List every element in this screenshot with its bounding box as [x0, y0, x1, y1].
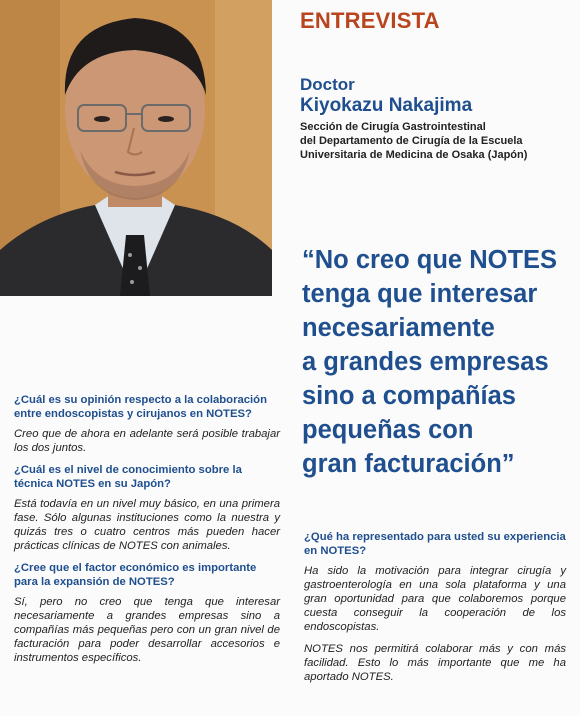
interview-answer: Ha sido la motivación para integrar cirugía y gastroenterología en una sola plataforma y una gran oportunidad para que colaboremos porque cuesta conseguir la cooperación de los endoscopistas.	[304, 565, 566, 633]
interview-answer: Está todavía en un nivel muy básico, en una primera fase. Sólo algunas instituciones como la nuestra y quizás tres o cuatro centros más pueden hacer prácticas clínicas de NOTES con animales.	[14, 498, 280, 552]
interview-answer: Creo que de ahora en adelante será posible trabajar los dos juntos.	[14, 428, 280, 454]
interviewee-title: Doctor	[300, 75, 355, 94]
pull-quote-line: sino a compañías	[302, 382, 516, 410]
pull-quote-line: “No creo que NOTES	[302, 246, 558, 274]
interviewee-name: Kiyokazu Nakajima	[300, 95, 473, 116]
pull-quote	[302, 243, 577, 481]
interview-answer: NOTES nos permitirá colaborar más y con más facilidad. Esto lo más importante que me ha aportado NOTES.	[304, 643, 566, 683]
affiliation-line: del Departamento de Cirugía de la Escuela	[300, 135, 523, 147]
portrait-illustration	[0, 0, 272, 296]
affiliation-line: Sección de Cirugía Gastrointestinal	[300, 121, 486, 133]
pull-quote-line: a grandes empresas	[302, 348, 549, 376]
interview-column-left	[14, 393, 280, 673]
interviewee-photo	[0, 0, 272, 296]
section-title: ENTREVISTA	[300, 8, 440, 33]
interview-column-right	[304, 530, 566, 692]
interviewee-affiliation	[300, 120, 570, 162]
interview-question: ¿Qué ha representado para usted su experiencia en NOTES?	[304, 531, 566, 557]
interview-question: ¿Cuál es el nivel de conocimiento sobre la técnica NOTES en su Japón?	[14, 464, 242, 490]
pull-quote-line: gran facturación”	[302, 450, 515, 478]
interview-answer: Sí, pero no creo que tenga que interesar necesariamente a grandes empresas sino a compañías más pequeñas pero con un gran nivel de facturación para poder desarrollar accesorios e instrumentos específicos.	[14, 596, 280, 664]
pull-quote-line: pequeñas con	[302, 416, 474, 444]
pull-quote-line: tenga que interesar	[302, 280, 538, 308]
interview-question: ¿Cree que el factor económico es importante para la expansión de NOTES?	[14, 562, 257, 588]
interview-question: ¿Cuál es su opinión respecto a la colaboración entre endoscopistas y cirujanos en NOTES?	[14, 394, 267, 420]
pull-quote-line: necesariamente	[302, 314, 495, 342]
affiliation-line: Universitaria de Medicina de Osaka (Japón)	[300, 149, 528, 161]
